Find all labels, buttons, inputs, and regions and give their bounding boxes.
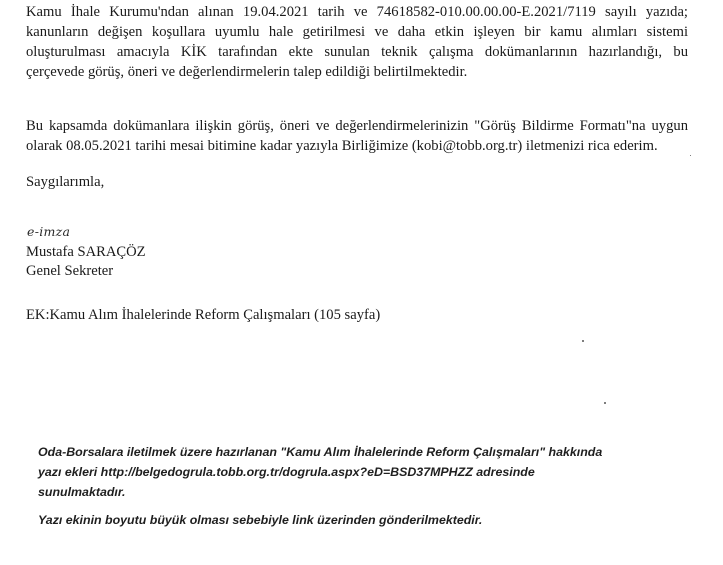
paragraph-line: çerçevede görüş, öneri ve değerlendirmelerin talep edildiği belirtilmektedir. [26,64,468,80]
closing-salutation: Saygılarımla, [26,174,105,190]
body-paragraph-2 [26,116,688,156]
paragraph-line: olarak 08.05.2021 tarihi mesai bitimine kadar yazıyla Birliğimize (kobi@tobb.org.tr) iletmenizi rica ederim. [26,138,658,154]
attachment-size-note: Yazı ekinin boyutu büyük olması sebebiyle link üzerinden gönderilmektedir. [38,513,483,527]
note-line: sunulmaktadır. [38,485,126,499]
scan-speck [582,340,584,342]
paragraph-line: Bu kapsamda dokümanlara ilişkin görüş, öneri ve değerlendirmelerinizin "Görüş Bildirme Formatı"na uygun [26,118,688,134]
body-paragraph-1 [26,2,688,82]
paragraph-line: oluşturulması amacıyla KİK tarafından ekte sunulan teknik çalışma dokümanlarının hazırlandığı, bu [26,44,688,60]
signer-name: Mustafa SARAÇÖZ [26,244,146,260]
enclosure-line: EK:Kamu Alım İhalelerinde Reform Çalışmaları (105 sayfa) [26,307,381,323]
signer-title: Genel Sekreter [26,263,114,279]
scan-speck [690,155,691,156]
paragraph-line: Kamu İhale Kurumu'ndan alınan 19.04.2021 tarih ve 74618582-010.00.00.00-E.2021/7119 sayılı yazıda; [26,4,688,20]
note-line: yazı ekleri http://belgedogrula.tobb.org.tr/dogrula.aspx?eD=BSD37MPHZZ adresinde [38,465,535,479]
note-line: Oda-Borsalara iletilmek üzere hazırlanan "Kamu Alım İhalelerinde Reform Çalışmaları" hakkında [38,445,603,459]
scan-speck [604,402,606,404]
e-signature-mark: e-imza [27,224,71,239]
attachment-link-note [38,442,678,502]
paragraph-line: kanunların değişen koşullara uyumlu hale getirilmesi ve daha etkin işleyen bir kamu alımları sistemi [26,24,688,40]
